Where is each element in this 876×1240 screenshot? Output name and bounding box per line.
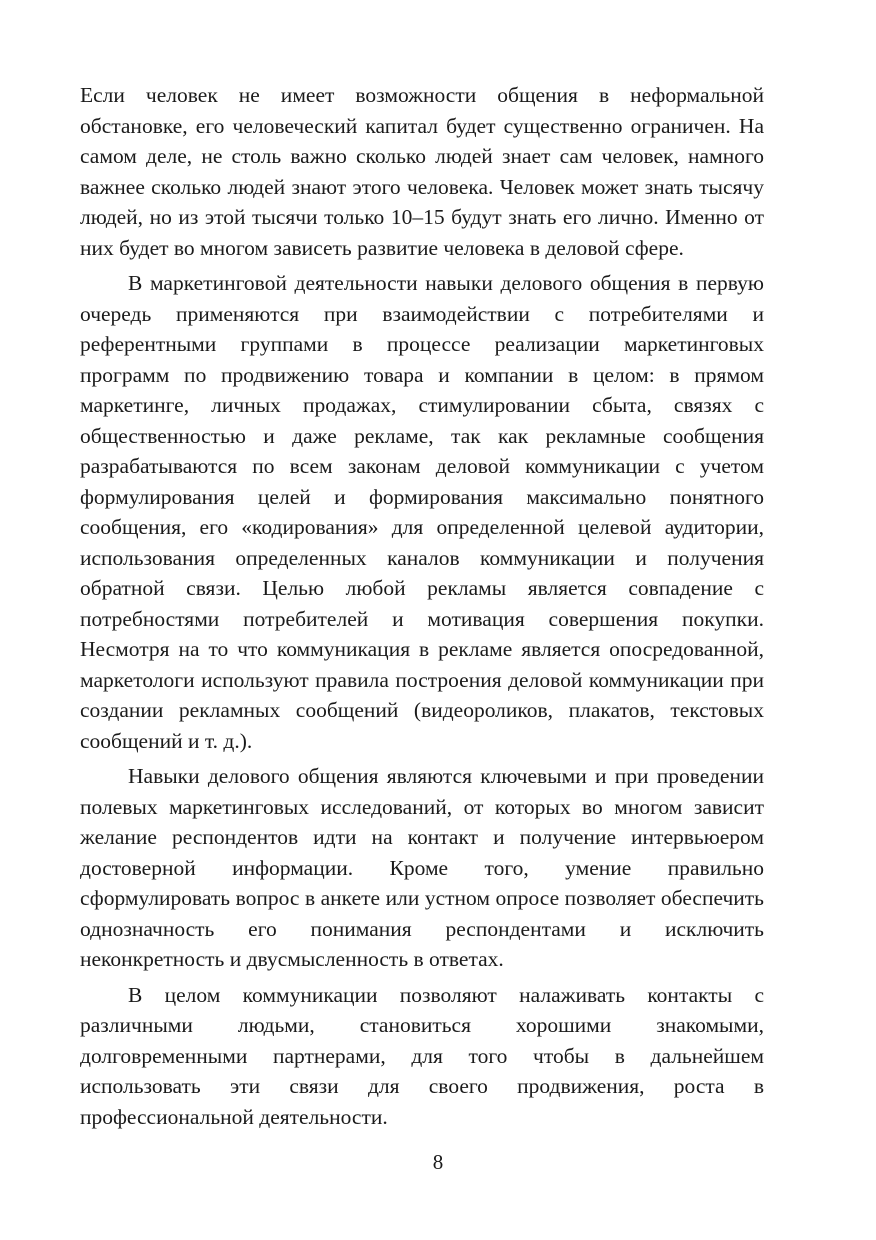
paragraph-marketing-activity: В маркетинговой деятельности навыки делового общения в первую очередь применяются при взаимодействии с потребителями и референтными группами в процессе реализации маркетинговых программ по продвижению товара и компании в целом: в прямом маркетинге, личных продажах, стимулировании сбыта, связях с общественностью и даже рекламе, так как рекламные сообщения разрабатываются по всем законам деловой коммуникации с учетом формулирования целей и формирования максимально понятного сообщения, его «кодирования» для определенной целевой аудитории, использования определенных каналов коммуникации и получения обратной связи. Целью любой рекламы является совпадение с потребностями потребителей и мотивация совершения покупки. Несмотря на то что коммуникация в рекламе является опосредованной, маркетологи используют правила построения деловой коммуникации при создании рекламных сообщений (видеороликов, плакатов, текстовых сообщений и т. д.). xyxy=(80,271,764,753)
page-number: 8 xyxy=(432,1150,444,1174)
paragraph-field-research: Навыки делового общения являются ключевыми и при проведении полевых маркетинговых исследований, от которых во многом зависит желание респондентов идти на контакт и получение интервьюером достоверной информации. Кроме того, умение правильно сформулировать вопрос в анкете или устном опросе позволяет обеспечить однозначность его понимания респондентами и исключить неконкретность и двусмысленность в ответах. xyxy=(80,764,764,971)
paragraph-communications-summary: В целом коммуникации позволяют налаживать контакты с различными людьми, становиться хорошими знакомыми, долговременными партнерами, для того чтобы в дальнейшем использовать эти связи для своего продвижения, роста в профессиональной деятельности. xyxy=(80,982,764,1129)
paragraph-human-capital: Если человек не имеет возможности общения в неформальной обстановке, его человеческий капитал будет существенно ограничен. На самом деле, не столь важно сколько людей знает сам человек, намного важнее сколько людей знают этого человека. Человек может знать тысячу людей, но из этой тысячи только 10–15 будут знать его лично. Именно от них будет во многом зависеть развитие человека в деловой сфере. xyxy=(80,83,764,260)
body-text xyxy=(80,80,764,1132)
